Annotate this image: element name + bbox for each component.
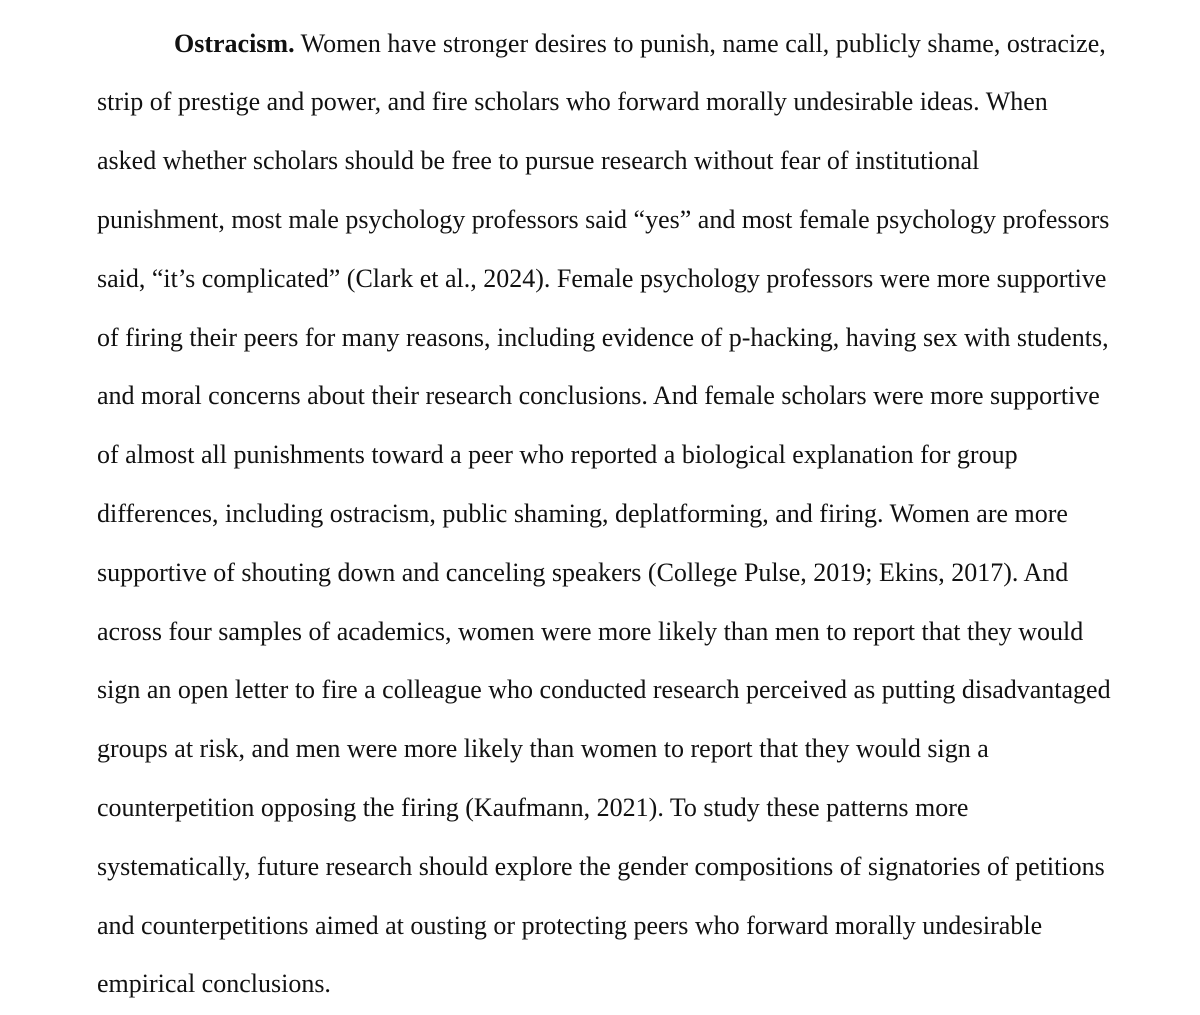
- paragraph-line: strip of prestige and power, and fire scholars who forward morally undesirable ideas. When: [97, 87, 1048, 116]
- paragraph-line: sign an open letter to fire a colleague who conducted research perceived as putting disadvantaged: [97, 675, 1111, 704]
- paragraph-line: and counterpetitions aimed at ousting or protecting peers who forward morally undesirable: [97, 911, 1043, 940]
- paragraph-line: counterpetition opposing the firing (Kaufmann, 2021). To study these patterns more: [97, 793, 969, 822]
- paragraph-line: differences, including ostracism, public shaming, deplatforming, and firing. Women are more: [97, 499, 1068, 528]
- paragraph-line: systematically, future research should explore the gender compositions of signatories of petitions: [97, 852, 1105, 881]
- paragraph-line: groups at risk, and men were more likely than women to report that they would sign a: [97, 734, 989, 763]
- paragraph-line: of almost all punishments toward a peer who reported a biological explanation for group: [97, 440, 1018, 469]
- paragraph-line: across four samples of academics, women were more likely than men to report that they would: [97, 617, 1084, 646]
- paragraph-line: supportive of shouting down and canceling speakers (College Pulse, 2019; Ekins, 2017). And: [97, 558, 1069, 587]
- paragraph-line: punishment, most male psychology professors said “yes” and most female psychology professors: [97, 205, 1110, 234]
- section-heading: Ostracism.: [174, 29, 295, 58]
- paragraph-line: empirical conclusions.: [97, 969, 331, 998]
- paragraph-line: [174, 29, 1106, 59]
- paragraph-line: said, “it’s complicated” (Clark et al., 2024). Female psychology professors were more supportive: [97, 264, 1107, 293]
- paragraph-line: and moral concerns about their research conclusions. And female scholars were more supportive: [97, 381, 1100, 410]
- paragraph-text: Women have stronger desires to punish, name call, publicly shame, ostracize,: [294, 29, 1106, 58]
- paragraph-line: asked whether scholars should be free to pursue research without fear of institutional: [97, 146, 980, 175]
- paragraph-line: of firing their peers for many reasons, including evidence of p-hacking, having sex with students,: [97, 323, 1109, 352]
